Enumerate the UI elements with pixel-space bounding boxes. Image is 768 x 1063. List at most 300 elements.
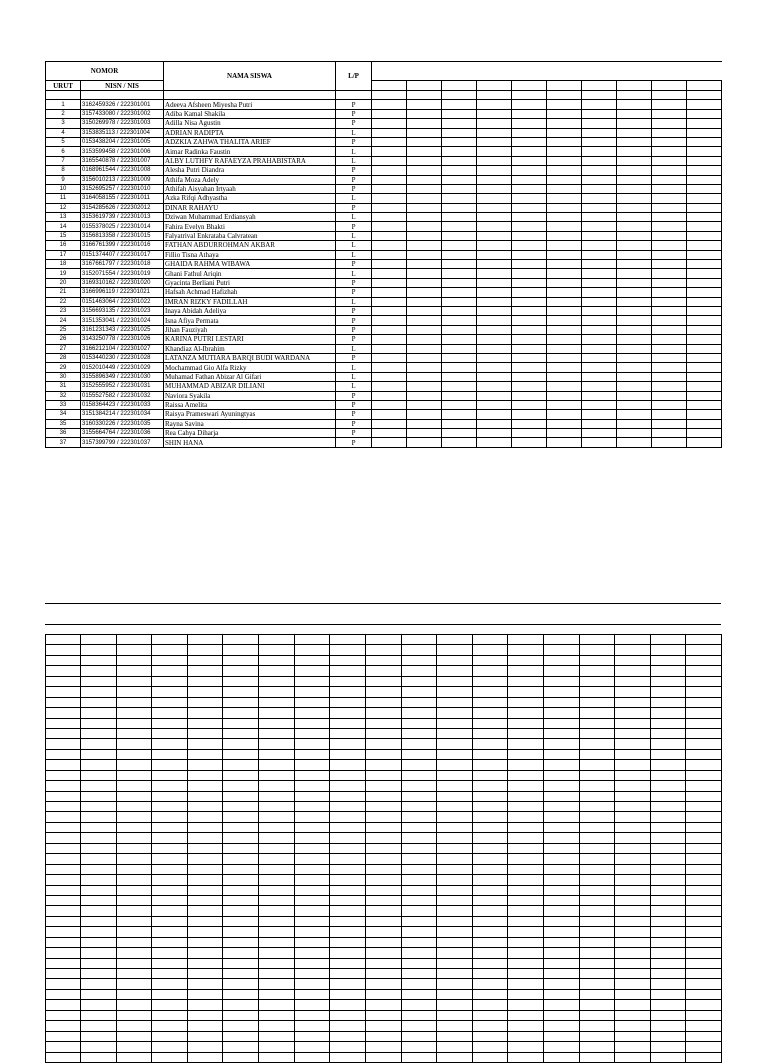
grid-cell	[294, 1052, 330, 1062]
grid-cell	[259, 770, 295, 780]
grid-cell	[46, 760, 81, 770]
grid-cell	[46, 718, 81, 728]
blank-cell	[652, 175, 687, 184]
grid-cell	[81, 833, 117, 843]
grid-cell	[152, 781, 188, 791]
grid-cell	[472, 1042, 508, 1052]
grid-row	[46, 1052, 722, 1062]
grid-cell	[543, 1010, 579, 1020]
grid-cell	[46, 1042, 81, 1052]
student-name: Aimar Radinka Faustin	[164, 147, 336, 156]
blank-cell	[617, 100, 652, 109]
blank-cell	[687, 184, 722, 193]
grid-cell	[259, 697, 295, 707]
grid-row	[46, 895, 722, 905]
grid-cell	[259, 749, 295, 759]
student-gender: P	[336, 175, 372, 184]
blank-cell	[582, 372, 617, 381]
blank-cell	[547, 109, 582, 118]
grid-cell	[223, 864, 259, 874]
student-urut: 11	[46, 194, 81, 203]
blank-cell	[372, 335, 407, 344]
blank-cell	[512, 391, 547, 400]
header-urut: URUT	[46, 81, 81, 91]
grid-cell	[46, 635, 81, 645]
grid-cell	[152, 875, 188, 885]
blank-cell	[512, 166, 547, 175]
blank-cell	[512, 344, 547, 353]
student-name: Athifa Moza Adely	[164, 175, 336, 184]
grid-cell	[330, 864, 366, 874]
grid-cell	[152, 906, 188, 916]
grid-cell	[543, 697, 579, 707]
blank-cell	[407, 147, 442, 156]
blank-cell	[652, 353, 687, 362]
grid-cell	[615, 843, 651, 853]
grid-cell	[46, 655, 81, 665]
grid-cell	[579, 708, 615, 718]
blank-cell	[582, 382, 617, 391]
grid-cell	[81, 739, 117, 749]
grid-cell	[223, 1010, 259, 1020]
blank-cell	[617, 250, 652, 259]
grid-cell	[116, 969, 152, 979]
student-nisn: 3153599458 / 222301006	[81, 147, 164, 156]
blank-cell	[512, 250, 547, 259]
blank-cell	[687, 269, 722, 278]
blank-cell	[407, 269, 442, 278]
grid-cell	[437, 739, 473, 749]
grid-cell	[401, 895, 437, 905]
blank-cell	[407, 260, 442, 269]
grid-cell	[615, 833, 651, 843]
student-urut: 32	[46, 391, 81, 400]
blank-cell	[407, 156, 442, 165]
grid-cell	[223, 645, 259, 655]
blank-cell	[512, 316, 547, 325]
blank-cell	[372, 363, 407, 372]
grid-cell	[223, 655, 259, 665]
grid-cell	[81, 916, 117, 926]
blank-cell	[617, 306, 652, 315]
blank-cell	[477, 250, 512, 259]
blank-cell	[617, 325, 652, 334]
blank-cell	[442, 335, 477, 344]
blank-cell	[442, 353, 477, 362]
blank-cell	[547, 325, 582, 334]
student-gender: L	[336, 128, 372, 137]
blank-cell	[687, 109, 722, 118]
grid-cell	[223, 697, 259, 707]
grid-cell	[46, 770, 81, 780]
student-nisn: 3152071554 / 222301019	[81, 269, 164, 278]
grid-cell	[579, 1052, 615, 1062]
blank-cell	[372, 194, 407, 203]
grid-cell	[650, 728, 686, 738]
student-name: ALBY LUTHFY RAFAEYZA PRAHABISTARA	[164, 156, 336, 165]
blank-cell	[477, 353, 512, 362]
grid-cell	[650, 770, 686, 780]
grid-cell	[472, 666, 508, 676]
grid-cell	[650, 687, 686, 697]
blank-cell	[372, 166, 407, 175]
student-gender: P	[336, 260, 372, 269]
blank-cell	[652, 91, 687, 100]
blank-cell	[547, 222, 582, 231]
grid-cell	[579, 770, 615, 780]
blank-cell	[617, 91, 652, 100]
grid-cell	[116, 635, 152, 645]
grid-cell	[579, 802, 615, 812]
grid-cell	[437, 791, 473, 801]
grid-cell	[650, 645, 686, 655]
grid-cell	[615, 1052, 651, 1062]
grid-cell	[187, 885, 223, 895]
blank-cell	[477, 222, 512, 231]
blank-cell	[617, 316, 652, 325]
grid-cell	[223, 802, 259, 812]
blank-cell	[512, 410, 547, 419]
grid-cell	[116, 937, 152, 947]
grid-cell	[401, 802, 437, 812]
grid-cell	[579, 1010, 615, 1020]
blank-cell	[652, 109, 687, 118]
blank-cell	[512, 269, 547, 278]
grid-cell	[116, 1010, 152, 1020]
student-name: DINAR RAHAYU	[164, 203, 336, 212]
grid-cell	[615, 697, 651, 707]
blank-cell	[512, 213, 547, 222]
grid-cell	[294, 1021, 330, 1031]
blank-cell	[407, 109, 442, 118]
student-gender: P	[336, 203, 372, 212]
blank-cell	[687, 419, 722, 428]
grid-cell	[686, 739, 722, 749]
grid-cell	[472, 1021, 508, 1031]
blank-cell	[512, 184, 547, 193]
table-row	[46, 222, 722, 231]
grid-cell	[365, 875, 401, 885]
grid-cell	[579, 875, 615, 885]
grid-cell	[508, 1052, 544, 1062]
grid-cell	[615, 791, 651, 801]
grid-cell	[472, 979, 508, 989]
grid-cell	[294, 989, 330, 999]
blank-cell	[442, 288, 477, 297]
student-nisn: 3156010213 / 222301009	[81, 175, 164, 184]
grid-row	[46, 1031, 722, 1041]
grid-cell	[294, 937, 330, 947]
blank-cell	[547, 278, 582, 287]
grid-cell	[152, 687, 188, 697]
grid-cell	[686, 666, 722, 676]
blank-cell	[652, 269, 687, 278]
table-row	[46, 128, 722, 137]
grid-cell	[116, 1000, 152, 1010]
blank-cell	[547, 297, 582, 306]
student-gender: L	[336, 297, 372, 306]
blank-cell	[372, 222, 407, 231]
student-name: SHIN HANA	[164, 438, 336, 447]
grid-cell	[650, 989, 686, 999]
grid-cell	[116, 906, 152, 916]
blank-cell	[372, 344, 407, 353]
blank-cell	[372, 419, 407, 428]
grid-cell	[615, 687, 651, 697]
header-blank-cell	[617, 81, 652, 91]
grid-row	[46, 749, 722, 759]
blank-cell	[687, 128, 722, 137]
blank-cell	[372, 260, 407, 269]
grid-cell	[615, 708, 651, 718]
grid-cell	[437, 989, 473, 999]
blank-cell	[512, 382, 547, 391]
student-gender: P	[336, 119, 372, 128]
grid-cell	[579, 822, 615, 832]
grid-cell	[365, 937, 401, 947]
grid-cell	[401, 843, 437, 853]
grid-cell	[401, 958, 437, 968]
grid-cell	[116, 854, 152, 864]
student-urut: 31	[46, 382, 81, 391]
blank-cell	[477, 382, 512, 391]
blank-cell	[407, 316, 442, 325]
blank-cell	[652, 260, 687, 269]
grid-row	[46, 666, 722, 676]
grid-row	[46, 1010, 722, 1020]
grid-cell	[294, 958, 330, 968]
grid-cell	[294, 760, 330, 770]
blank-cell	[652, 419, 687, 428]
blank-cell	[547, 382, 582, 391]
student-nisn: 0158364423 / 222301033	[81, 400, 164, 409]
header-blank-cell	[547, 81, 582, 91]
grid-cell	[615, 895, 651, 905]
grid-cell	[365, 718, 401, 728]
grid-cell	[401, 739, 437, 749]
grid-cell	[615, 822, 651, 832]
grid-cell	[365, 1052, 401, 1062]
grid-cell	[437, 864, 473, 874]
grid-cell	[81, 979, 117, 989]
grid-cell	[615, 749, 651, 759]
grid-cell	[579, 948, 615, 958]
grid-cell	[437, 1031, 473, 1041]
student-gender: P	[336, 438, 372, 447]
blank-cell	[407, 344, 442, 353]
grid-cell	[187, 635, 223, 645]
grid-cell	[437, 969, 473, 979]
table-row	[46, 231, 722, 240]
grid-cell	[187, 854, 223, 864]
blank-cell	[582, 344, 617, 353]
header-blank-cell	[407, 81, 442, 91]
table-row	[46, 288, 722, 297]
grid-cell	[401, 781, 437, 791]
header-blank-cell	[477, 81, 512, 91]
student-urut: 25	[46, 325, 81, 334]
grid-cell	[330, 770, 366, 780]
grid-cell	[294, 833, 330, 843]
grid-cell	[401, 718, 437, 728]
blank-cell	[652, 156, 687, 165]
grid-cell	[650, 906, 686, 916]
blank-cell	[372, 175, 407, 184]
blank-cell	[582, 260, 617, 269]
blank-cell	[652, 128, 687, 137]
grid-cell	[579, 739, 615, 749]
grid-cell	[401, 760, 437, 770]
blank-cell	[442, 372, 477, 381]
blank-cell	[617, 213, 652, 222]
blank-cell	[582, 419, 617, 428]
grid-cell	[187, 969, 223, 979]
blank-cell	[547, 194, 582, 203]
grid-row	[46, 676, 722, 686]
grid-cell	[615, 989, 651, 999]
student-name: Raisya Prameswari Ayuningtyas	[164, 410, 336, 419]
grid-cell	[650, 937, 686, 947]
grid-cell	[330, 802, 366, 812]
grid-cell	[46, 645, 81, 655]
blank-cell	[582, 325, 617, 334]
blank-cell	[687, 213, 722, 222]
blank-cell	[617, 344, 652, 353]
blank-cell	[407, 175, 442, 184]
grid-cell	[152, 916, 188, 926]
grid-cell	[401, 770, 437, 780]
grid-cell	[116, 843, 152, 853]
blank-cell	[687, 203, 722, 212]
blank-cell	[477, 400, 512, 409]
grid-cell	[508, 1031, 544, 1041]
grid-cell	[437, 728, 473, 738]
grid-cell	[116, 916, 152, 926]
grid-cell	[543, 708, 579, 718]
grid-cell	[81, 781, 117, 791]
grid-cell	[437, 833, 473, 843]
blank-cell	[372, 306, 407, 315]
blank-cell	[617, 137, 652, 146]
grid-cell	[330, 739, 366, 749]
grid-cell	[116, 718, 152, 728]
blank-cell	[372, 231, 407, 240]
blank-cell	[477, 278, 512, 287]
student-urut: 36	[46, 429, 81, 438]
blank-cell	[372, 297, 407, 306]
blank-cell	[442, 109, 477, 118]
grid-cell	[472, 948, 508, 958]
grid-cell	[259, 1021, 295, 1031]
grid-cell	[579, 937, 615, 947]
grid-cell	[46, 708, 81, 718]
grid-cell	[330, 687, 366, 697]
blank-cell	[582, 213, 617, 222]
table-row	[46, 429, 722, 438]
grid-cell	[46, 843, 81, 853]
grid-cell	[615, 718, 651, 728]
grid-cell	[437, 895, 473, 905]
grid-row	[46, 781, 722, 791]
table-row	[46, 419, 722, 428]
blank-cell	[407, 353, 442, 362]
grid-cell	[46, 697, 81, 707]
grid-cell	[686, 1052, 722, 1062]
grid-cell	[259, 676, 295, 686]
grid-cell	[437, 906, 473, 916]
blank-cell	[372, 438, 407, 447]
grid-cell	[472, 1010, 508, 1020]
grid-cell	[650, 875, 686, 885]
grid-cell	[543, 645, 579, 655]
blank-cell	[512, 306, 547, 315]
grid-cell	[472, 645, 508, 655]
grid-cell	[401, 989, 437, 999]
student-urut: 8	[46, 166, 81, 175]
grid-cell	[365, 1042, 401, 1052]
grid-cell	[472, 1052, 508, 1062]
blank-cell	[407, 203, 442, 212]
grid-cell	[330, 666, 366, 676]
grid-cell	[116, 791, 152, 801]
grid-cell	[650, 927, 686, 937]
blank-cell	[582, 335, 617, 344]
grid-cell	[187, 916, 223, 926]
empty-grid-table	[45, 634, 722, 1063]
grid-cell	[81, 1052, 117, 1062]
blank-cell	[617, 353, 652, 362]
blank-cell	[442, 203, 477, 212]
blank-cell	[407, 306, 442, 315]
blank-cell	[372, 250, 407, 259]
grid-cell	[259, 781, 295, 791]
grid-cell	[615, 948, 651, 958]
grid-cell	[401, 854, 437, 864]
grid-cell	[152, 739, 188, 749]
grid-cell	[686, 916, 722, 926]
blank-cell	[652, 438, 687, 447]
grid-cell	[330, 676, 366, 686]
grid-cell	[259, 760, 295, 770]
student-nisn: 3169310162 / 222301020	[81, 278, 164, 287]
grid-cell	[472, 906, 508, 916]
grid-cell	[223, 895, 259, 905]
blank-cell	[442, 363, 477, 372]
blank-cell	[512, 91, 547, 100]
grid-cell	[294, 802, 330, 812]
grid-cell	[116, 645, 152, 655]
grid-cell	[508, 655, 544, 665]
header-blank-cell	[512, 81, 547, 91]
blank-cell	[442, 438, 477, 447]
grid-cell	[615, 937, 651, 947]
grid-cell	[187, 655, 223, 665]
grid-cell	[508, 749, 544, 759]
grid-cell	[223, 687, 259, 697]
grid-cell	[187, 948, 223, 958]
grid-cell	[650, 802, 686, 812]
student-name: Raissa Amelita	[164, 400, 336, 409]
grid-cell	[46, 979, 81, 989]
table-row	[46, 260, 722, 269]
grid-cell	[116, 833, 152, 843]
blank-cell	[372, 278, 407, 287]
grid-cell	[187, 770, 223, 780]
spacer-row	[46, 91, 722, 100]
student-nisn: 3156813358 / 222301015	[81, 231, 164, 240]
grid-cell	[686, 749, 722, 759]
blank-cell	[512, 353, 547, 362]
